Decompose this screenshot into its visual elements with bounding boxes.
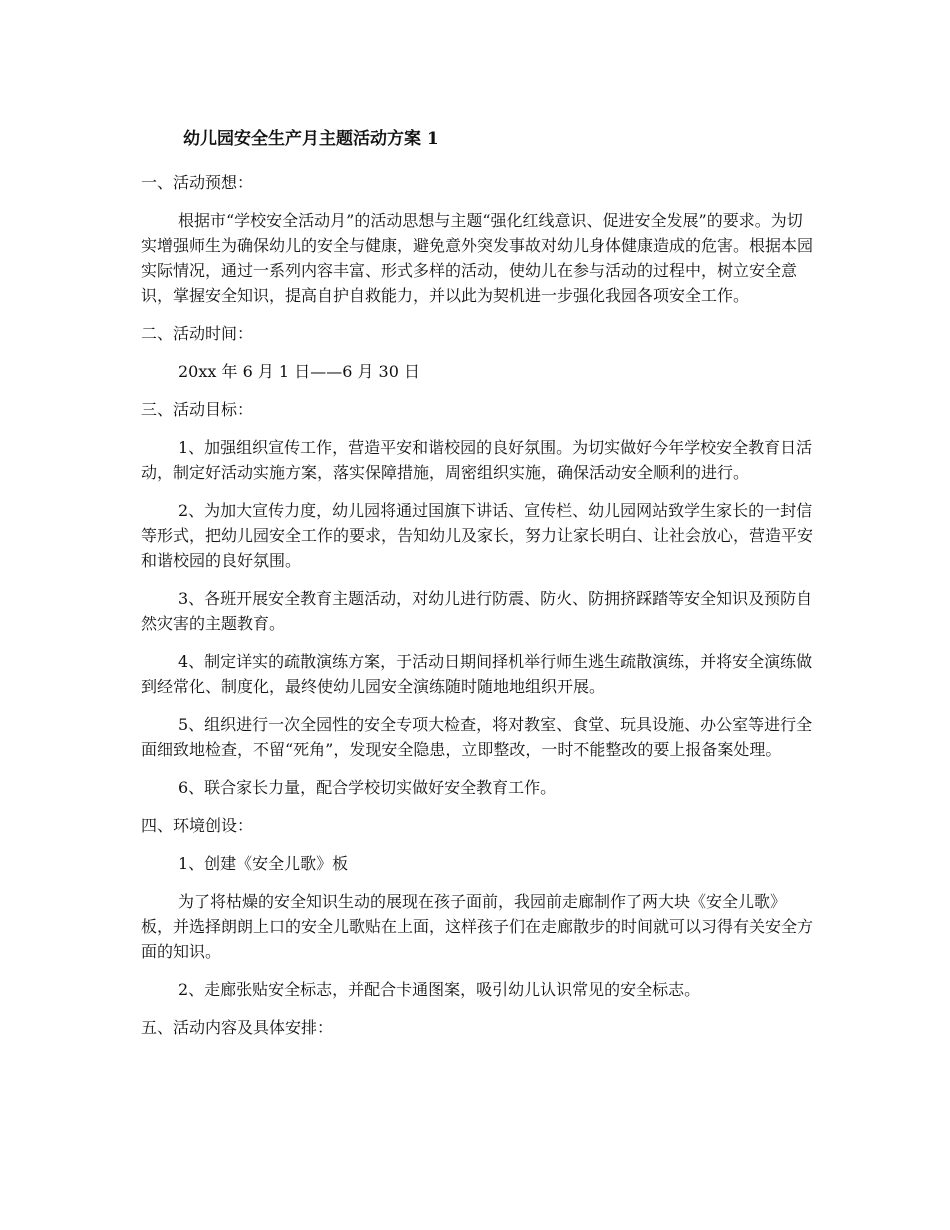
paragraph-env-1: 1、创建《安全儿歌》板 xyxy=(178,854,349,873)
paragraph-goal-2: 2、为加大宣传力度，幼儿园将通过国旗下讲话、宣传栏、幼儿园网站致学生家长的一封信等形式，把幼儿园安全工作的要求，告知幼儿及家长，努力让家长明白、让社会放心，营造平安和谐校园的良好氛围。 xyxy=(141,501,814,570)
document-body xyxy=(141,170,813,1053)
section-heading-plan: 一、活动预想： xyxy=(141,173,254,192)
paragraph-time: 20xx 年 6 月 1 日——6 月 30 日 xyxy=(178,362,420,381)
paragraph-goal-6: 6、联合家长力量，配合学校切实做好安全教育工作。 xyxy=(178,778,557,797)
paragraph-goal-3: 3、各班开展安全教育主题活动，对幼儿进行防震、防火、防拥挤踩踏等安全知识及预防自然灾害的主题教育。 xyxy=(141,589,813,633)
section-heading-activities: 五、活动内容及具体安排： xyxy=(141,1018,334,1037)
paragraph-goal-1: 1、加强组织宣传工作，营造平安和谐校园的良好氛围。为切实做好今年学校安全教育日活动，制定好活动实施方案，落实保障措施，周密组织实施，确保活动安全顺利的进行。 xyxy=(141,438,813,482)
paragraph-goal-5: 5、组织进行一次全园性的安全专项大检查，将对教室、食堂、玩具设施、办公室等进行全面细致地检查，不留“死角”，发现安全隐患，立即整改，一时不能整改的要上报备案处理。 xyxy=(141,715,813,759)
paragraph-env-1-detail: 为了将枯燥的安全知识生动的展现在孩子面前，我园前走廊制作了两大块《安全儿歌》板，并选择朗朗上口的安全儿歌贴在上面，这样孩子们在走廊散步的时间就可以习得有关安全方面的知识。 xyxy=(141,892,814,961)
document-title: 幼儿园安全生产月主题活动方案 1 xyxy=(183,129,439,149)
paragraph-goal-4: 4、制定详实的疏散演练方案，于活动日期间择机举行师生逃生疏散演练，并将安全演练做到经常化、制度化，最终使幼儿园安全演练随时随地地组织开展。 xyxy=(141,652,813,696)
paragraph-background: 根据市“学校安全活动月”的活动思想与主题“强化红线意识、促进安全发展”的要求。为切实增强师生为确保幼儿的安全与健康，避免意外突发事故对幼儿身体健康造成的危害。根据本园实际情况，通过一系列内容丰富、形式多样的活动，使幼儿在参与活动的过程中，树立安全意识，掌握安全知识，提高自护自救能力，并以此为契机进一步强化我园各项安全工作。 xyxy=(141,211,814,305)
section-heading-goals: 三、活动目标： xyxy=(141,400,254,419)
section-heading-time: 二、活动时间： xyxy=(141,324,254,343)
section-heading-environment: 四、环境创设： xyxy=(141,816,254,835)
paragraph-env-2: 2、走廊张贴安全标志，并配合卡通图案，吸引幼儿认识常见的安全标志。 xyxy=(178,980,701,999)
